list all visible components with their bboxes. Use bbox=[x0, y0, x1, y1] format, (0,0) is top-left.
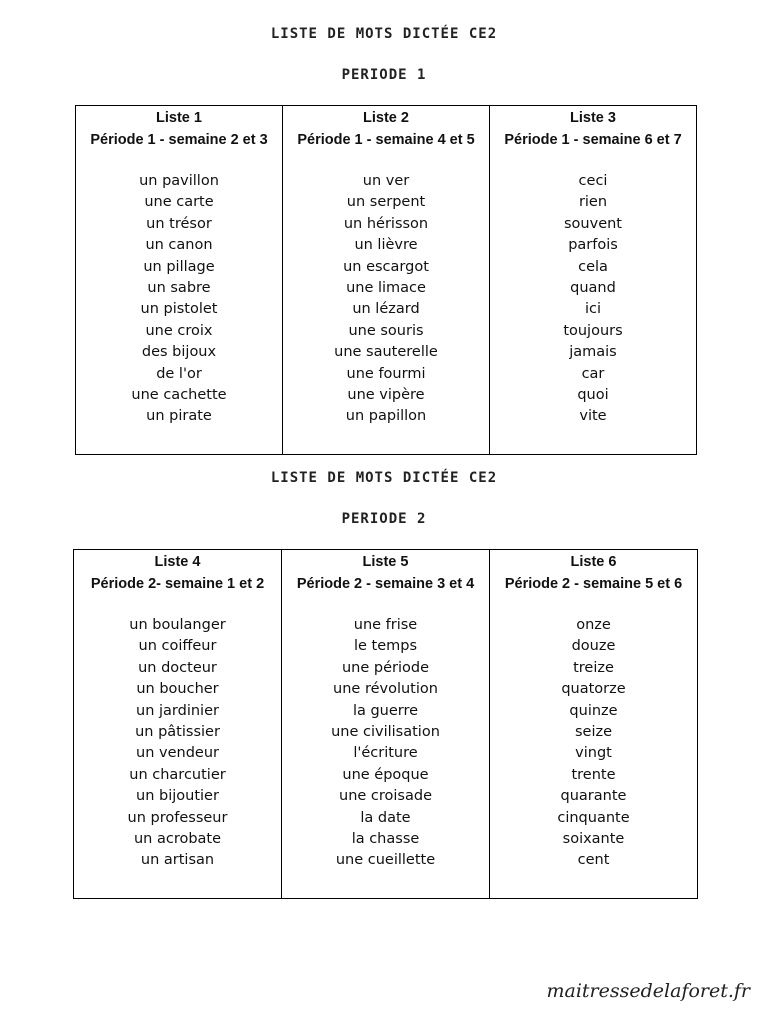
word-item: la guerre bbox=[352, 702, 419, 719]
list-subtitle: Période 2 - semaine 3 et 4 bbox=[296, 575, 475, 592]
word-item: une carte bbox=[144, 194, 214, 211]
column-liste-6 bbox=[490, 550, 698, 899]
word-list bbox=[490, 171, 696, 428]
word-item: une révolution bbox=[333, 681, 438, 698]
word-item: cela bbox=[578, 258, 608, 275]
word-item: un canon bbox=[145, 237, 213, 254]
word-item: une frise bbox=[353, 617, 418, 633]
list-title: Liste 4 bbox=[154, 554, 201, 570]
word-item: parfois bbox=[568, 237, 618, 254]
word-item: des bijoux bbox=[141, 344, 217, 361]
word-item: cinquante bbox=[557, 809, 630, 826]
word-item: un docteur bbox=[138, 659, 217, 676]
word-item: une croix bbox=[145, 322, 213, 339]
list-subtitle: Période 1 - semaine 2 et 3 bbox=[90, 131, 268, 148]
word-item: un coiffeur bbox=[138, 638, 217, 655]
word-table-period-1 bbox=[75, 105, 697, 455]
word-item: ceci bbox=[578, 173, 608, 189]
word-item: jamais bbox=[569, 344, 617, 361]
list-title: Liste 1 bbox=[156, 110, 202, 126]
word-item: un vendeur bbox=[136, 745, 219, 762]
word-item: un lièvre bbox=[354, 237, 418, 254]
period-2-title: PERIODE 2 bbox=[341, 511, 427, 527]
word-item: vite bbox=[579, 408, 607, 425]
word-item: un serpent bbox=[346, 194, 426, 211]
word-item: trente bbox=[571, 766, 616, 783]
word-list bbox=[74, 615, 281, 872]
word-item: une période bbox=[341, 659, 430, 676]
column-liste-1 bbox=[76, 106, 283, 455]
word-list bbox=[283, 171, 489, 428]
word-item: un artisan bbox=[140, 852, 215, 869]
word-item: cent bbox=[577, 852, 610, 869]
word-item: treize bbox=[573, 659, 614, 676]
word-item: l'écriture bbox=[353, 745, 418, 762]
word-item: quinze bbox=[569, 702, 618, 719]
column-liste-5 bbox=[282, 550, 490, 899]
column-liste-4 bbox=[74, 550, 282, 899]
word-item: seize bbox=[574, 724, 613, 741]
word-item: un bijoutier bbox=[136, 788, 219, 805]
column-liste-3 bbox=[490, 106, 697, 455]
list-title: Liste 2 bbox=[363, 110, 409, 126]
word-item: la date bbox=[360, 809, 411, 826]
word-item: un pâtissier bbox=[135, 724, 220, 741]
word-item: une vipère bbox=[347, 387, 425, 404]
word-item: une souris bbox=[348, 322, 424, 339]
word-item: un pistolet bbox=[140, 301, 218, 318]
list-subtitle: Période 2- semaine 1 et 2 bbox=[90, 575, 265, 592]
word-item: vingt bbox=[575, 745, 612, 762]
word-item: un hérisson bbox=[343, 215, 429, 232]
word-item: ici bbox=[584, 301, 602, 318]
column-liste-2 bbox=[283, 106, 490, 455]
list-subtitle: Période 1 - semaine 6 et 7 bbox=[504, 131, 682, 148]
word-item: quoi bbox=[577, 387, 609, 404]
section-2-title: LISTE DE MOTS DICTÉE CE2 bbox=[270, 470, 498, 486]
word-item: une civilisation bbox=[331, 724, 440, 741]
word-item: un lézard bbox=[352, 301, 420, 318]
word-item: un charcutier bbox=[129, 766, 226, 783]
word-item: onze bbox=[576, 617, 611, 633]
word-item: quand bbox=[570, 280, 616, 297]
word-item: toujours bbox=[563, 322, 623, 339]
word-item: une cachette bbox=[131, 387, 227, 404]
word-item: douze bbox=[571, 638, 616, 655]
word-item: le temps bbox=[353, 638, 418, 655]
word-item: une sauterelle bbox=[334, 344, 438, 361]
word-item: un pavillon bbox=[139, 173, 219, 189]
word-item: rien bbox=[578, 194, 608, 211]
word-item: un escargot bbox=[343, 258, 429, 275]
word-list bbox=[490, 615, 697, 872]
word-list bbox=[282, 615, 489, 872]
word-item: une cueillette bbox=[335, 852, 436, 869]
word-item: une limace bbox=[346, 280, 426, 297]
word-item: un ver bbox=[362, 173, 410, 189]
list-title: Liste 5 bbox=[362, 554, 409, 570]
word-item: un papillon bbox=[345, 408, 427, 425]
word-item: une fourmi bbox=[346, 365, 426, 382]
section-1-title: LISTE DE MOTS DICTÉE CE2 bbox=[270, 26, 498, 42]
period-1-title: PERIODE 1 bbox=[341, 67, 427, 83]
word-item: un jardinier bbox=[136, 702, 219, 719]
word-item: un trésor bbox=[146, 215, 212, 232]
word-item: un pirate bbox=[146, 408, 212, 425]
word-item: quatorze bbox=[561, 681, 626, 698]
list-subtitle: Période 2 - semaine 5 et 6 bbox=[504, 575, 683, 592]
list-subtitle: Période 1 - semaine 4 et 5 bbox=[297, 131, 475, 148]
word-item: un professeur bbox=[127, 809, 228, 826]
word-item: une époque bbox=[342, 766, 429, 783]
word-item: une croisade bbox=[339, 788, 432, 805]
word-item: car bbox=[581, 365, 605, 382]
word-item: un boucher bbox=[136, 681, 219, 698]
site-watermark: maitressedelaforet.fr bbox=[546, 980, 750, 1002]
word-item: la chasse bbox=[351, 831, 420, 848]
word-table-period-2 bbox=[73, 549, 698, 899]
word-item: soixante bbox=[562, 831, 625, 848]
word-item: quarante bbox=[560, 788, 627, 805]
word-item: souvent bbox=[564, 215, 622, 232]
word-item: un sabre bbox=[147, 280, 211, 297]
word-list bbox=[76, 171, 282, 428]
word-item: un acrobate bbox=[133, 831, 222, 848]
list-title: Liste 6 bbox=[570, 554, 617, 570]
word-item: un boulanger bbox=[129, 617, 226, 633]
word-item: un pillage bbox=[143, 258, 215, 275]
word-item: de l'or bbox=[156, 365, 202, 382]
list-title: Liste 3 bbox=[570, 110, 616, 126]
